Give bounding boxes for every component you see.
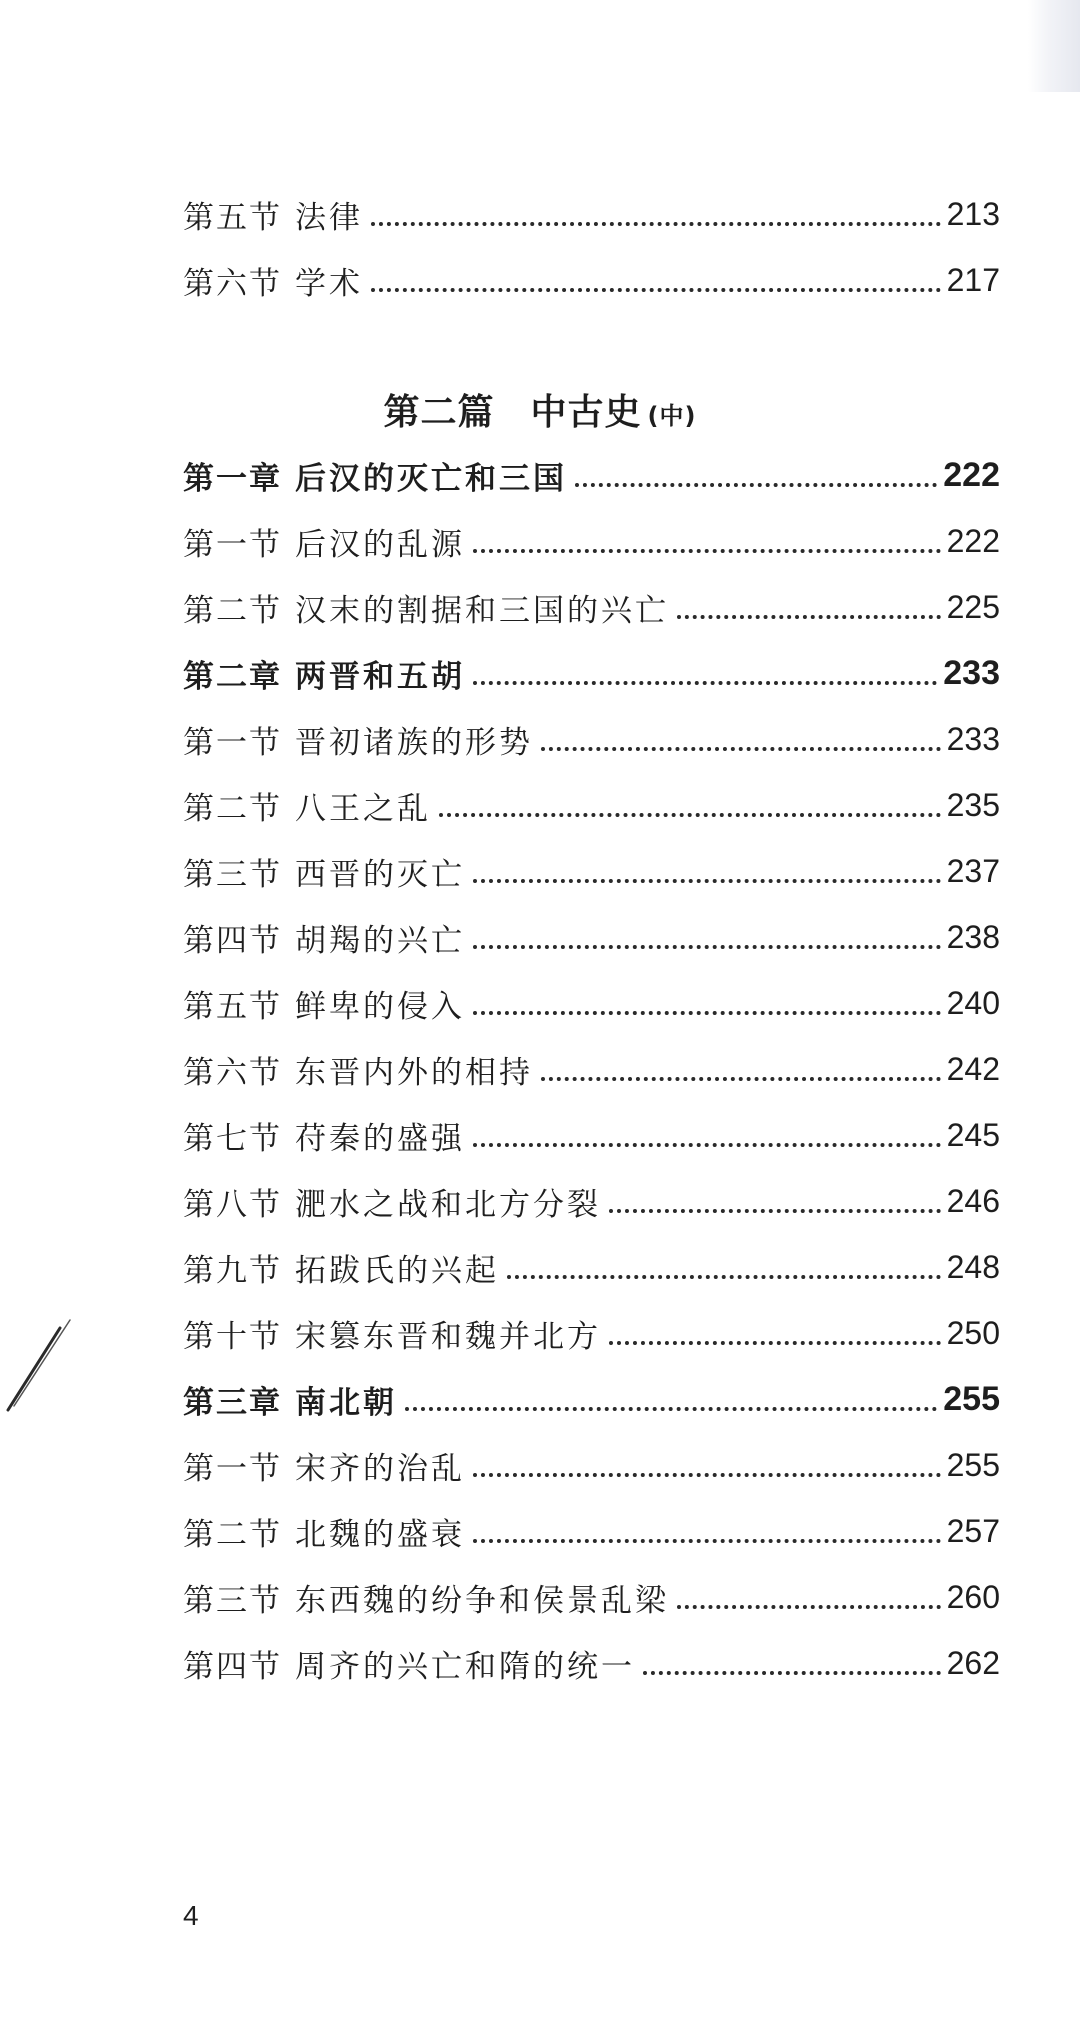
entry-title: 法律 xyxy=(295,199,363,236)
pen-stroke-mark xyxy=(0,1310,90,1420)
toc-section-entry xyxy=(183,186,1000,242)
entry-number: 第一节 xyxy=(183,1450,282,1487)
entry-page-number: 238 xyxy=(946,918,1000,955)
dot-leader xyxy=(473,1143,941,1147)
entry-title: 后汉的乱源 xyxy=(295,526,465,563)
toc-section-entry xyxy=(183,777,1000,833)
entry-page-number: 235 xyxy=(946,786,1000,823)
toc-section-entry xyxy=(183,1635,1000,1691)
toc-section-entry xyxy=(183,513,1000,569)
dot-leader xyxy=(473,879,941,883)
entry-title: 东晋内外的相持 xyxy=(295,1054,533,1091)
entry-title: 后汉的灭亡和三国 xyxy=(295,460,567,496)
toc-section-entry xyxy=(183,909,1000,965)
entry-title: 八王之乱 xyxy=(295,790,431,827)
toc-section-entry xyxy=(183,252,1000,308)
entry-page-number: 250 xyxy=(946,1314,1000,1351)
entry-number: 第三章 xyxy=(183,1384,282,1420)
entry-number: 第三节 xyxy=(183,1582,282,1619)
entry-page-number: 233 xyxy=(943,653,1000,692)
dot-leader xyxy=(541,747,941,751)
dot-leader xyxy=(609,1341,941,1345)
entry-number: 第九节 xyxy=(183,1252,282,1289)
toc-section-entry xyxy=(183,1503,1000,1559)
dot-leader xyxy=(405,1407,937,1411)
entry-number: 第十节 xyxy=(183,1318,282,1355)
scan-edge-shadow xyxy=(1028,0,1080,92)
dot-leader xyxy=(473,945,941,949)
toc-section-entry xyxy=(183,711,1000,767)
toc-chapter-entry xyxy=(183,645,1000,701)
entry-number: 第五节 xyxy=(183,988,282,1025)
entry-page-number: 222 xyxy=(946,522,1000,559)
dot-leader xyxy=(473,681,937,685)
entry-page-number: 245 xyxy=(946,1116,1000,1153)
entry-title: 周齐的兴亡和隋的统一 xyxy=(295,1648,635,1685)
entry-title: 两晋和五胡 xyxy=(295,658,465,694)
entry-page-number: 255 xyxy=(946,1446,1000,1483)
entry-title: 胡羯的兴亡 xyxy=(295,922,465,959)
dot-leader xyxy=(541,1077,941,1081)
entry-page-number: 248 xyxy=(946,1248,1000,1285)
entry-page-number: 240 xyxy=(946,984,1000,1021)
entry-number: 第三节 xyxy=(183,856,282,893)
dot-leader xyxy=(575,483,937,487)
entry-number: 第二节 xyxy=(183,790,282,827)
part-number: 第二篇 xyxy=(383,392,495,433)
entry-title: 淝水之战和北方分裂 xyxy=(295,1186,601,1223)
entry-number: 第六节 xyxy=(183,1054,282,1091)
entry-title: 东西魏的纷争和侯景乱梁 xyxy=(295,1582,669,1619)
entry-page-number: 255 xyxy=(943,1379,1000,1418)
toc-section-entry xyxy=(183,579,1000,635)
entry-number: 第一节 xyxy=(183,526,282,563)
entry-page-number: 222 xyxy=(943,455,1000,494)
dot-leader xyxy=(507,1275,941,1279)
entry-number: 第二章 xyxy=(183,658,282,694)
toc-section-entry xyxy=(183,1239,1000,1295)
toc-section-entry xyxy=(183,1305,1000,1361)
dot-leader xyxy=(677,1605,941,1609)
entry-page-number: 260 xyxy=(946,1578,1000,1615)
dot-leader xyxy=(473,1473,941,1477)
entry-number: 第六节 xyxy=(183,265,282,302)
toc-section-entry xyxy=(183,975,1000,1031)
entry-number: 第四节 xyxy=(183,1648,282,1685)
toc-section-entry xyxy=(183,843,1000,899)
entry-number: 第七节 xyxy=(183,1120,282,1157)
entry-page-number: 213 xyxy=(946,195,1000,232)
entry-page-number: 233 xyxy=(946,720,1000,757)
part-title: 中古史 xyxy=(530,392,642,433)
dot-leader xyxy=(473,549,941,553)
dot-leader xyxy=(371,288,941,292)
dot-leader xyxy=(473,1011,941,1015)
entry-number: 第二节 xyxy=(183,1516,282,1553)
entry-page-number: 262 xyxy=(946,1644,1000,1681)
entry-title: 南北朝 xyxy=(295,1384,397,1420)
entry-title: 汉末的割据和三国的兴亡 xyxy=(295,592,669,629)
toc-chapter-entry xyxy=(183,1371,1000,1427)
entry-number: 第二节 xyxy=(183,592,282,629)
dot-leader xyxy=(643,1671,941,1675)
toc-section-entry xyxy=(183,1107,1000,1163)
entry-number: 第八节 xyxy=(183,1186,282,1223)
toc-chapter-entry xyxy=(183,447,1000,503)
dot-leader xyxy=(371,222,941,226)
dot-leader xyxy=(473,1539,941,1543)
entry-title: 鲜卑的侵入 xyxy=(295,988,465,1025)
entry-title: 拓跋氏的兴起 xyxy=(295,1252,499,1289)
entry-title: 晋初诸族的形势 xyxy=(295,724,533,761)
entry-page-number: 225 xyxy=(946,588,1000,625)
page-number: 4 xyxy=(183,1900,199,1931)
entry-title: 宋齐的治乱 xyxy=(295,1450,465,1487)
entry-page-number: 246 xyxy=(946,1182,1000,1219)
entry-page-number: 242 xyxy=(946,1050,1000,1087)
part-subtitle: (中) xyxy=(647,402,697,430)
toc-section-entry xyxy=(183,1569,1000,1625)
entry-page-number: 217 xyxy=(946,261,1000,298)
entry-title: 西晋的灭亡 xyxy=(295,856,465,893)
dot-leader xyxy=(677,615,941,619)
entry-number: 第一节 xyxy=(183,724,282,761)
entry-title: 北魏的盛衰 xyxy=(295,1516,465,1553)
entry-number: 第四节 xyxy=(183,922,282,959)
entry-number: 第一章 xyxy=(183,460,282,496)
entry-number: 第五节 xyxy=(183,199,282,236)
dot-leader xyxy=(609,1209,941,1213)
toc-section-entry xyxy=(183,1173,1000,1229)
entry-page-number: 237 xyxy=(946,852,1000,889)
dot-leader xyxy=(439,813,941,817)
entry-title: 学术 xyxy=(295,265,363,302)
entry-title: 宋篡东晋和魏并北方 xyxy=(295,1318,601,1355)
part-heading xyxy=(0,384,1080,444)
entry-page-number: 257 xyxy=(946,1512,1000,1549)
toc-section-entry xyxy=(183,1041,1000,1097)
toc-section-entry xyxy=(183,1437,1000,1493)
entry-title: 苻秦的盛强 xyxy=(295,1120,465,1157)
